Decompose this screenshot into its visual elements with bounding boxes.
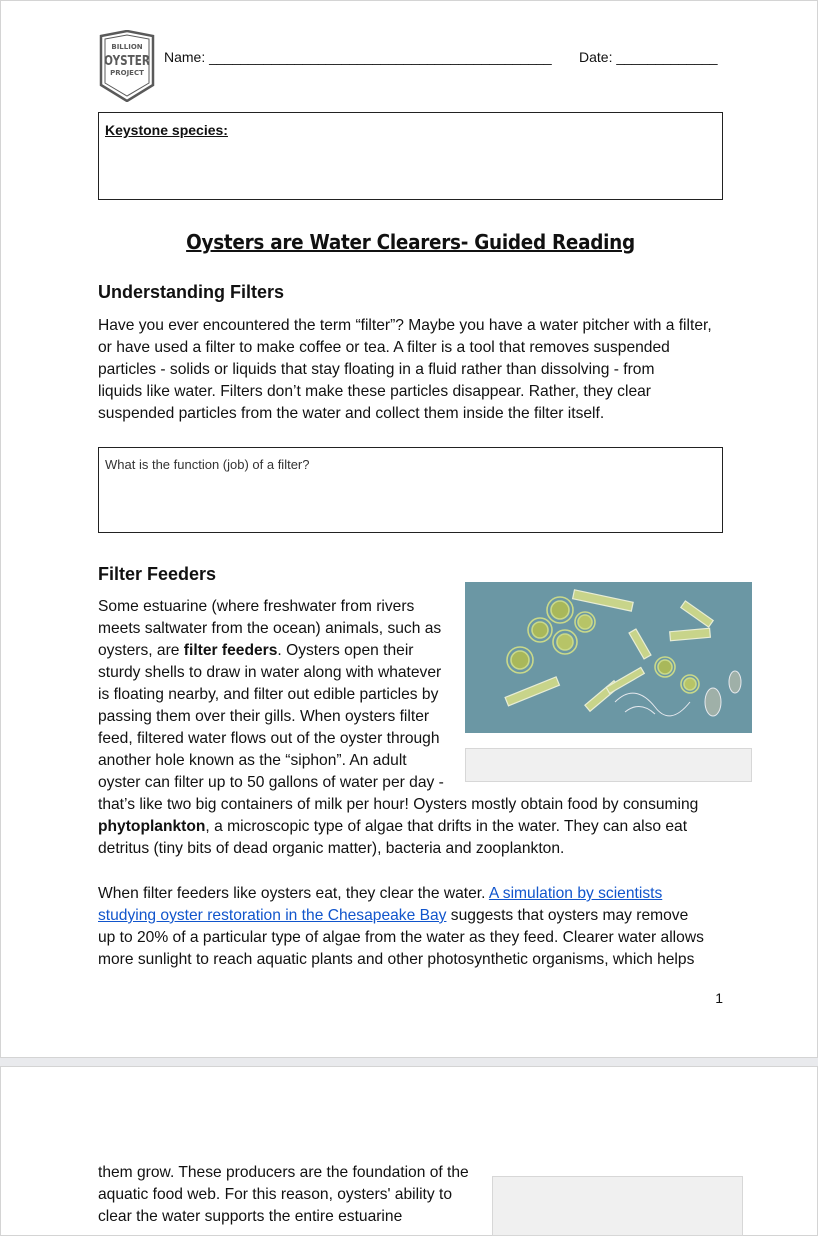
paragraph-line xyxy=(98,816,726,838)
paragraph-line: them grow. These producers are the foundation of the xyxy=(98,1164,469,1181)
paragraph-line xyxy=(98,640,726,662)
water-clearing-paragraph xyxy=(98,883,726,971)
paragraph-line: suspended particles from the water and collect them inside the filter itself. xyxy=(98,405,605,422)
page2-image-placeholder xyxy=(492,1176,743,1236)
text-run: When filter feeders like oysters eat, they clear the water. xyxy=(98,885,489,902)
paragraph-line: up to 20% of a particular type of algae from the water as they feed. Clearer water allows xyxy=(98,929,704,946)
paragraph-line: feed, filtered water flows out of the oyster through xyxy=(98,730,440,747)
understanding-filters-heading: Understanding Filters xyxy=(98,282,285,302)
keystone-species-answer-box[interactable] xyxy=(98,112,723,200)
bold-term-filter-feeders: filter feeders xyxy=(183,642,278,659)
chesapeake-simulation-link-cont[interactable]: studying oyster restoration in the Chesapeake Bay xyxy=(98,907,447,924)
paragraph-line xyxy=(98,905,726,927)
filter-feeders-heading: Filter Feeders xyxy=(98,564,217,584)
paragraph-line: sturdy shells to draw in water along with whatever xyxy=(98,664,442,681)
page2-paragraph xyxy=(98,1162,488,1228)
logo-text-billion: BILLION xyxy=(111,43,143,51)
document-page-2 xyxy=(0,1066,818,1236)
paragraph-line: is floating nearby, and filter out edible particles by xyxy=(98,686,439,703)
text-run: . Oysters open their xyxy=(277,642,414,659)
text-run: suggests that oysters may remove xyxy=(446,907,689,924)
paragraph-line: Some estuarine (where freshwater from rivers xyxy=(98,598,415,615)
paragraph-line: more sunlight to reach aquatic plants and other photosynthetic organisms, which helps xyxy=(98,951,695,968)
paragraph-line: meets saltwater from the ocean) animals, such as xyxy=(98,620,442,637)
paragraph-line: passing them over their gills. When oysters filter xyxy=(98,708,430,725)
bold-term-phytoplankton: phytoplankton xyxy=(98,818,206,835)
paragraph-line: that’s like two big containers of milk per hour! Oysters mostly obtain food by consuming xyxy=(98,796,699,813)
understanding-filters-paragraph xyxy=(98,315,726,425)
paragraph-line: aquatic food web. For this reason, oysters' ability to xyxy=(98,1186,453,1203)
date-field-line[interactable]: Date: _____________ xyxy=(579,49,718,65)
filter-function-answer-box[interactable] xyxy=(98,447,723,533)
billion-oyster-project-logo xyxy=(98,30,156,102)
chesapeake-simulation-link[interactable]: A simulation by scientists xyxy=(488,885,663,902)
text-run: oysters, are xyxy=(98,642,184,659)
page-number: 1 xyxy=(715,990,723,1006)
paragraph-line xyxy=(98,883,726,905)
logo-text-oyster: OYSTER xyxy=(104,52,150,69)
filter-function-question: What is the function (job) of a filter? xyxy=(105,457,310,472)
paragraph-line: detritus (tiny bits of dead organic matter), bacteria and zooplankton. xyxy=(98,840,565,857)
paragraph-line: Have you ever encountered the term “filter”? Maybe you have a water pitcher with a filter, xyxy=(98,317,712,334)
logo-text-project: PROJECT xyxy=(110,69,144,77)
document-title: Oysters are Water Clearers- Guided Reading xyxy=(186,230,635,254)
name-field-line[interactable]: Name: ____________________________________________ xyxy=(164,49,552,65)
paragraph-line: liquids like water. Filters don’t make these particles disappear. Rather, they clear xyxy=(98,383,651,400)
text-run: , a microscopic type of algae that drifts in the water. They can also eat xyxy=(205,818,688,835)
paragraph-line: particles - solids or liquids that stay floating in a fluid rather than dissolving - from xyxy=(98,361,655,378)
paragraph-line: clear the water supports the entire estuarine xyxy=(98,1208,403,1225)
paragraph-line: another hole known as the “siphon”. An adult xyxy=(98,752,407,769)
filter-feeders-paragraph xyxy=(98,596,726,860)
paragraph-line: oyster can filter up to 50 gallons of water per day - xyxy=(98,774,444,791)
keystone-species-label: Keystone species: xyxy=(105,122,228,138)
paragraph-line: or have used a filter to make coffee or tea. A filter is a tool that removes suspended xyxy=(98,339,670,356)
